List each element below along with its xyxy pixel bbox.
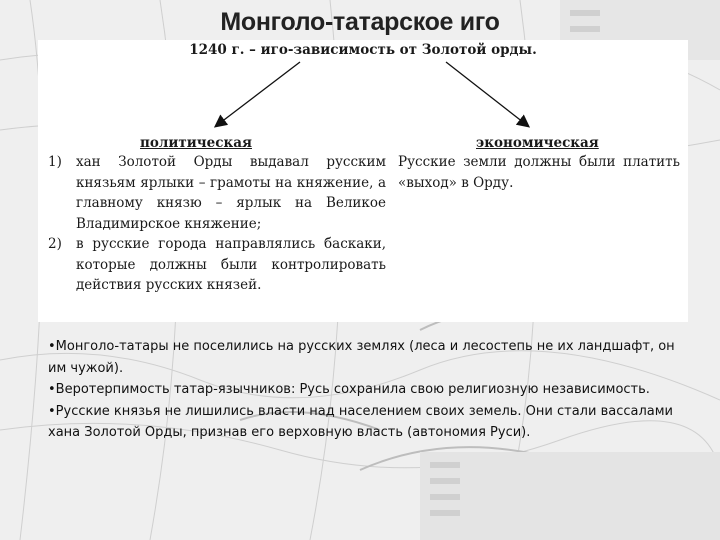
political-item xyxy=(48,152,386,234)
economic-heading: экономическая xyxy=(476,135,599,151)
arrow-to-political xyxy=(216,62,300,126)
content-panel xyxy=(38,40,688,322)
economic-text: Русские земли должны были платить «выход» в Орду. xyxy=(398,154,680,191)
bullet-item: •Монголо-татары не поселились на русских землях (леса и лесостепь не их ландшафт, он им чужой). xyxy=(48,339,675,376)
item-text: хан Золотой Орды выдавал русским князьям ярлыки – грамоты на княжение, а главному князю – ярлык на Великое Владимирское княжение; xyxy=(76,154,386,232)
bullet-item: •Русские князья не лишились власти над населением своих земель. Они стали вассалами хана Золотой Орды, признав его верховную власть (автономия Руси). xyxy=(48,403,673,440)
arrow-to-economic xyxy=(446,62,528,126)
bullet-list xyxy=(48,336,688,444)
slide-title: Монголо-татарское иго xyxy=(220,8,500,36)
bullet-item: •Веротерпимость татар-язычников: Русь сохранила свою религиозную независимость. xyxy=(48,382,650,397)
political-item xyxy=(48,234,386,296)
item-number: 2) xyxy=(48,236,62,252)
yoke-header: 1240 г. – иго-зависимость от Золотой орды. xyxy=(189,42,537,58)
political-heading: политическая xyxy=(140,135,252,151)
item-number: 1) xyxy=(48,154,62,170)
item-text: в русские города направлялись баскаки, которые должны были контролировать действия русских князей. xyxy=(76,236,386,293)
